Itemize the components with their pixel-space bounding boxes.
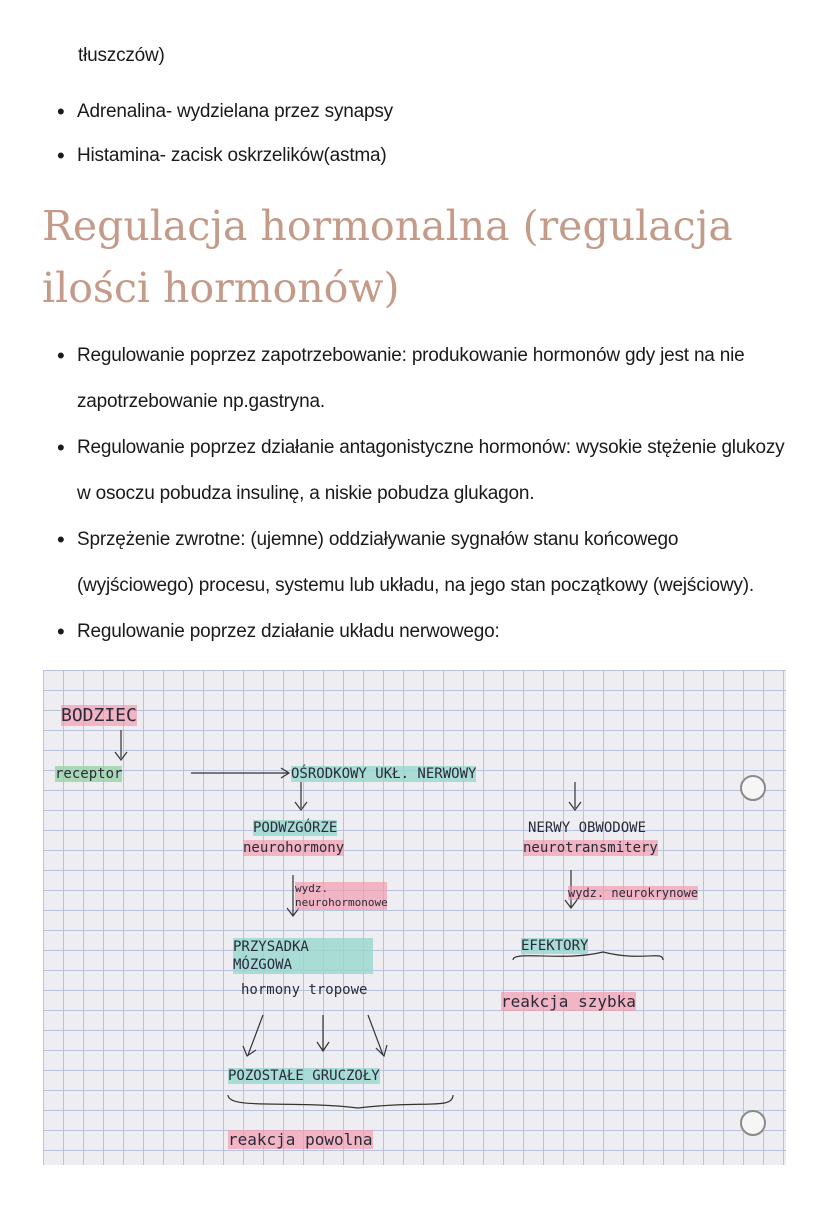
list-item: • Regulowanie poprzez zapotrzebowanie: produkowanie hormonów gdy jest na nie zapotrzebowanie np.gastryna. xyxy=(55,333,795,425)
list-item: • Histamina- zacisk oskrzelików(astma) xyxy=(55,136,393,180)
diagram-arrows xyxy=(43,670,786,1165)
reakcja-szybka-label: reakcja szybka xyxy=(501,992,636,1011)
bodziec-label: BODZIEC xyxy=(61,705,137,726)
reakcja-powolna-label: reakcja powolna xyxy=(228,1130,373,1149)
top-list xyxy=(55,92,393,180)
continuation-text: tłuszczów) xyxy=(78,45,165,66)
handwritten-diagram-photo xyxy=(43,670,786,1165)
receptor-label: receptor xyxy=(55,766,123,782)
list-item: • Adrenalina- wydzielana przez synapsy xyxy=(55,92,393,136)
neurohormony-label: neurohormony xyxy=(243,840,345,856)
efektory-label: EFEKTORY xyxy=(521,938,589,954)
osrodkowy-label xyxy=(291,766,476,782)
przysadka-label: PRZYSADKA MÓZGOWA xyxy=(233,938,373,974)
hormony-tropowe-label: hormony tropowe xyxy=(241,982,368,998)
list-item: • Regulowanie poprzez działanie układu nerwowego: xyxy=(55,609,795,655)
wydz-neurohormonowe-label: wydz. neurohormonowe xyxy=(295,882,388,909)
pozostale-gruczoly-label: POZOSTAŁE GRUCZOŁY xyxy=(228,1068,380,1084)
podwzgorze-label: PODWZGÓRZE xyxy=(253,820,338,836)
section-heading: Regulacja hormonalna (regulacja ilości hormonów) xyxy=(42,202,733,312)
binder-ring-hole xyxy=(740,775,766,801)
regulation-list xyxy=(55,333,795,655)
list-item: • Regulowanie poprzez działanie antagonistyczne hormonów: wysokie stężenie glukozy w osoczu pobudza insulinę, a niskie pobudza glukagon. xyxy=(55,425,795,517)
wydz-neurokrynowe-label: wydz. neurokrynowe xyxy=(568,886,699,900)
list-item: • Sprzężenie zwrotne: (ujemne) oddziaływanie sygnałów stanu końcowego (wyjściowego) procesu, systemu lub układu, na jego stan początkowy (wejściowy). xyxy=(55,517,795,609)
nerwy-obwodowe-label: NERWY OBWODOWE xyxy=(528,820,647,836)
neurotransmitery-label: neurotransmitery xyxy=(523,840,658,856)
binder-ring-hole xyxy=(740,1110,766,1136)
osrodkowy-text: OŚRODKOWY UKŁ. NERWOWY xyxy=(291,766,477,782)
